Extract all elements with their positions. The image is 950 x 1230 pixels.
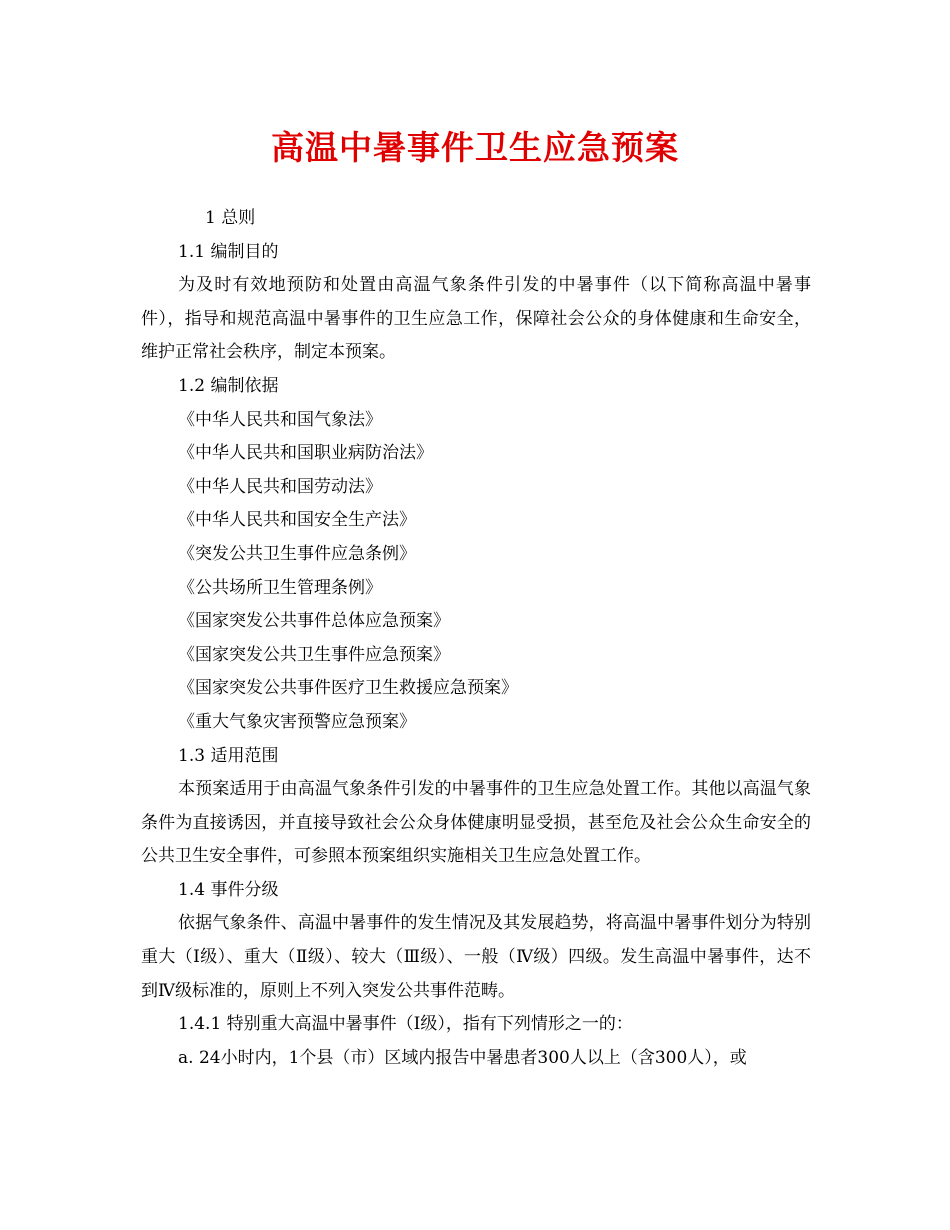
reference-item: 《中华人民共和国气象法》 [178, 409, 382, 430]
reference-item: 《中华人民共和国劳动法》 [178, 476, 382, 497]
reference-item: 《中华人民共和国职业病防治法》 [178, 443, 433, 464]
section-heading: 1 总则 [205, 208, 256, 228]
subsubsection-heading: 1.4.1 特别重大高温中暑事件（Ⅰ级），指有下列情形之一的： [178, 1014, 633, 1035]
reference-item: 《国家突发公共卫生事件应急预案》 [178, 644, 450, 665]
paragraph-purpose: 为及时有效地预防和处置由高温气象条件引发的中暑事件（以下简称高温中暑事件），指导和规范高温中暑事件的卫生应急工作，保障社会公众的身体健康和生命安全，维护正常社会秩序，制定本预案。 [141, 275, 811, 363]
paragraph-scope: 本预案适用于由高温气象条件引发的中暑事件的卫生应急处置工作。其他以高温气象条件为直接诱因，并直接导致社会公众身体健康明显受损，甚至危及社会公众生命安全的公共卫生安全事件，可参照本预案组织实施相关卫生应急处置工作。 [141, 779, 811, 867]
document-body [141, 202, 811, 1075]
paragraph-levels: 依据气象条件、高温中暑事件的发生情况及其发展趋势，将高温中暑事件划分为特别重大（Ⅰ级）、重大（Ⅱ级）、较大（Ⅲ级）、一般（Ⅳ级）四级。发生高温中暑事件，达不到Ⅳ级标准的，原则上不列入突发公共事件范畴。 [141, 913, 811, 1001]
subsection-heading: 1.3 适用范围 [178, 745, 279, 766]
reference-item: 《中华人民共和国安全生产法》 [178, 510, 416, 531]
subsection-heading: 1.4 事件分级 [178, 879, 279, 900]
reference-item: 《国家突发公共事件医疗卫生救援应急预案》 [178, 678, 518, 699]
list-item-a: a. 24小时内，1个县（市）区域内报告中暑患者300人以上（含300人），或 [178, 1047, 747, 1068]
reference-item: 《突发公共卫生事件应急条例》 [178, 543, 416, 564]
document-title: 高温中暑事件卫生应急预案 [271, 128, 679, 167]
subsection-heading: 1.2 编制依据 [178, 375, 279, 396]
reference-item: 《重大气象灾害预警应急预案》 [178, 711, 416, 732]
reference-item: 《公共场所卫生管理条例》 [178, 577, 382, 598]
subsection-heading: 1.1 编制目的 [178, 241, 279, 262]
reference-item: 《国家突发公共事件总体应急预案》 [178, 611, 450, 632]
